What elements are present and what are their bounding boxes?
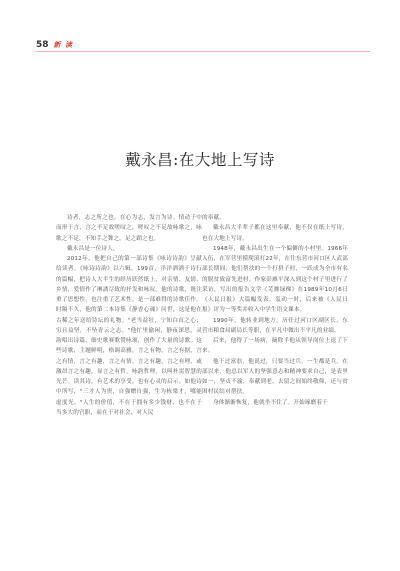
paragraph: 身体渐渐恢复，他就坐不住了。开始琢磨着干 [213, 399, 328, 406]
paragraph: 2012年，他把自己的第一部诗集《咏诗诗韵》呈献给读者。《咏诗诗韵》以六辑，199首，洋洋洒洒于诗行的篇幅，把诗人大半生的经历跃然纸上，对亲情、友情、乡情，爱情作了淋漓尽致的抒发和咏叹。他的诗歌，既注重了思想性，也注重了艺术性，是一部难得的诗歌佳作。时隔不久，他的第二本诗集《静香心魂》问世，这是他在古稀之年送给诗坛的礼物。"老当益壮，宁知白首之心；穷且益坚，不坠青云之志。"他忙里偷闲，静夜深思，灵韵唱出诗篇，细史歌赛歌赞咏颂，创作了大量的诗歌。这些诗歌，主题鲜明，格调高雅，言之有物，言之有据，言之有情，言之有趣，言之有情，言之有趣，言之有理，或激昂言之有趣，显言之有哲，咏韵哲理，以叫朴雷智慧的光芒。读其诗，有艺术的享受，也有心灵的启示。如他诗中所写，"三才人为贵，自强赠自强，生为栋梁才，哪能虚度光。"人生的价值，不在于拥有多少钱财，也不在于当多大的官职，而在于对社会、对人民 [56, 256, 202, 416]
right-column [202, 213, 348, 408]
paragraph: 戴永昌是一位诗人。 [67, 245, 119, 252]
paragraph: 后来，他得了一场病，摘除半他从领导岗位上退了下来。 [202, 338, 348, 355]
page-number: 58 [36, 40, 49, 50]
paragraph: 戴永昌大半辈子都在这里奉献，他不仅在纸上写诗，也在大地上写诗。 [202, 225, 348, 242]
left-column [56, 213, 202, 418]
article-title: 戴永昌:在大地上写诗 [125, 151, 275, 169]
paragraph: 的奉献。 [202, 215, 225, 221]
paragraph: 他干过富翁，他说过，只要当过兵，一生都是兵。在部以来，他总以军人的坚强意志和精神要求自己，是表里如一，坚贞不渝，奉献到老，去留之间始终敬仰，还与贫困村民结对帮扶。 [202, 358, 348, 396]
paragraph: 诗者，志之所之也。在心为志，发言为诗。情动于中而形于言，言之不足故嗟叹之，嗟叹之不足故咏歌之，咏歌之不足，不知手之舞之，足之蹈之也。 [56, 215, 202, 242]
paragraph: 1948年，戴永昌出生在一个偏僻的小村里。1966年入伍，在军营里摸爬滚打22年，在往东营市河口区人武部部长期间，他们帮扶的一个打拼子村，一跃成为全市有名的脱贫致富先进村。作家彭雁平深入到这个村子里进行了采访，写出的报告文学《芜潍绿梯》在1989年10月6日《人民日报》大篇幅发表，轰动一时，后来被《人民日报》评为一等奖并收入中学生语文课本。 [202, 245, 348, 314]
paragraph: 1990年，他转业到地方，历任过河口区副区长，东营市粮食局副局长等职，在平凡中做出不平凡的业绩。 [202, 317, 348, 334]
header-divider [36, 51, 370, 52]
section-label: 新 读 [53, 41, 73, 49]
page-header [36, 40, 73, 50]
